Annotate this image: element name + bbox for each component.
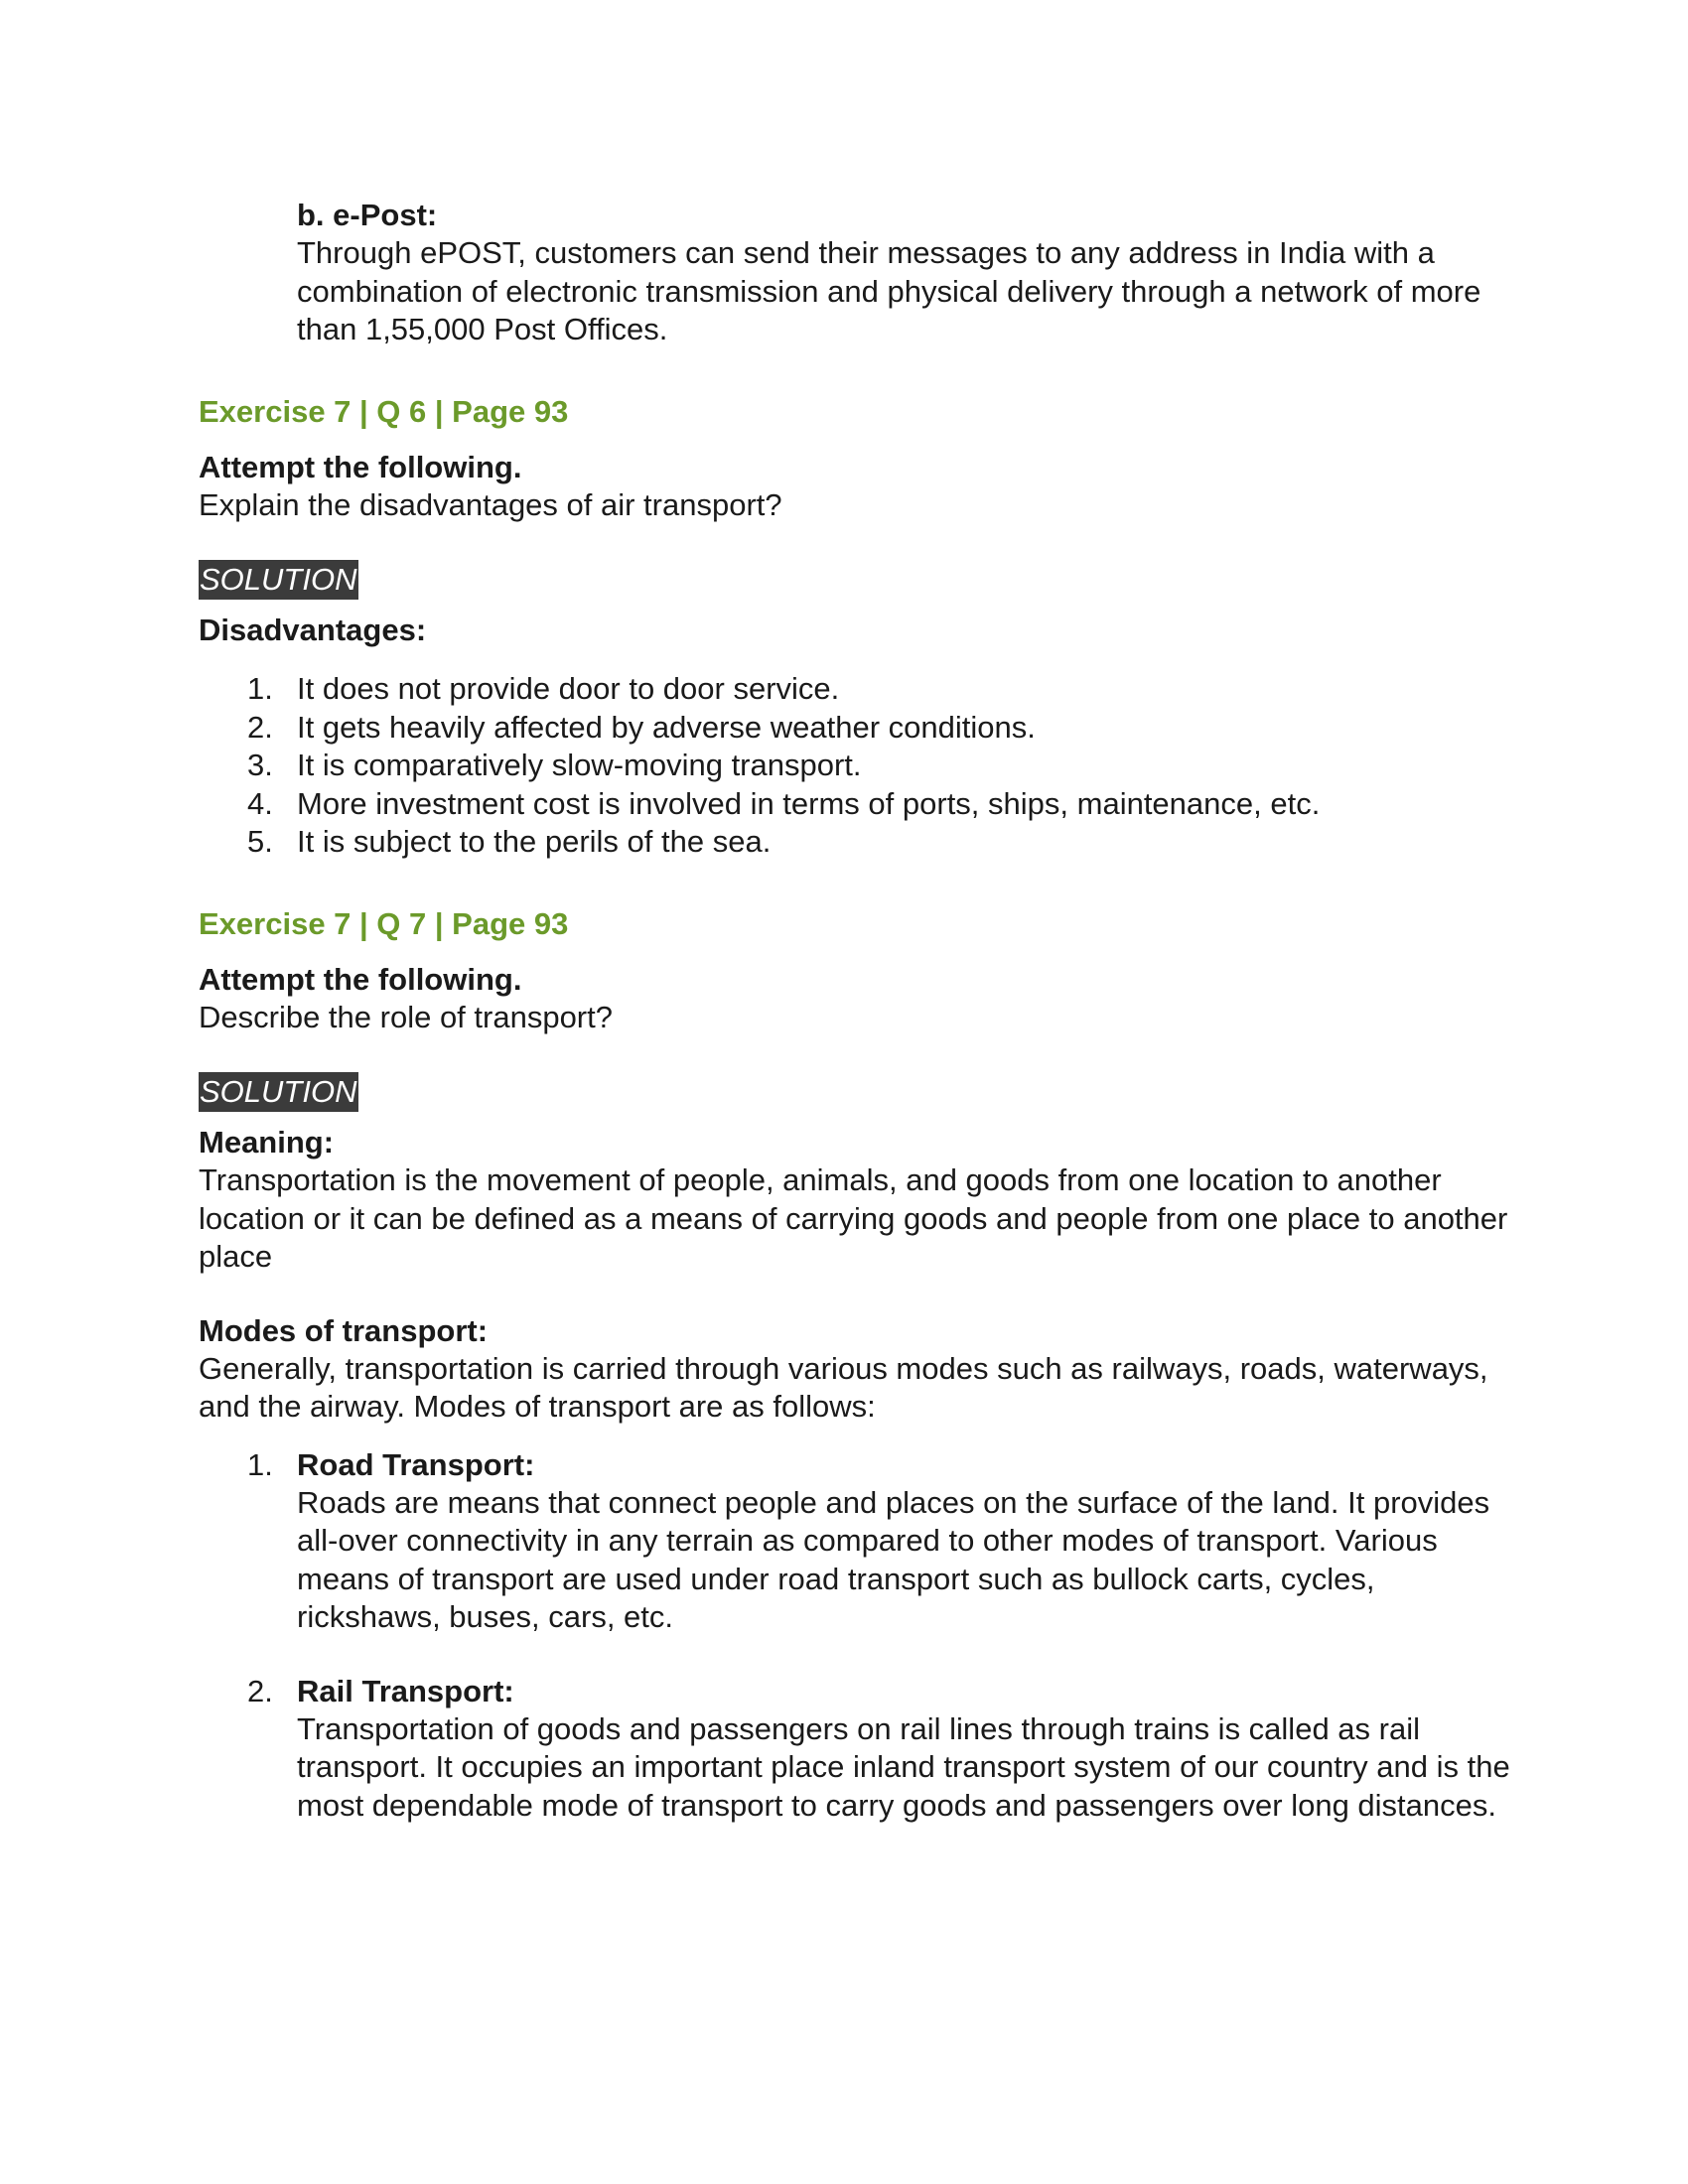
modes-heading: Modes of transport: [199,1312,489,1348]
attempt-heading-q6: Attempt the following. [199,449,522,484]
list-item: 3. It is comparatively slow-moving transport. [247,748,862,782]
exercise-heading-q7: Exercise 7 | Q 7 | Page 93 [199,905,569,941]
meaning-text: Transportation is the movement of people, animals, and goods from one location to another location or it can be defined as a means of carrying goods and people from one place to another place [199,1162,1508,1274]
rail-transport-text: Transportation of goods and passengers on rail lines through trains is called as rail transport. It occupies an important place inland transport system of our country and is the most dependable mode of transport to carry goods and passengers over long distances. [297,1710,1510,1823]
meaning-heading: Meaning: [199,1125,335,1160]
road-transport-title: Road Transport: [297,1446,535,1482]
modes-text: Generally, transportation is carried through various modes such as railways, roads, waterways, and the airway. Modes of transport are as follows: [199,1350,1488,1424]
modes-list [199,1446,1519,1826]
epost-heading: b. e-Post: [297,198,438,232]
disadvantages-heading: Disadvantages: [199,613,427,647]
question-q6: Explain the disadvantages of air transport? [199,486,782,522]
list-item: 1. Road Transport: Roads are means that connect people and places on the surface of the land. It provides all-over connectivity in any terrain as compared to other modes of transport. Various means of transport are used under road transport such as bullock carts, cycles, rickshaws, buses, cars, etc. [199,1446,1519,1637]
list-item: 2. Rail Transport: Transportation of goods and passengers on rail lines through trains is called as rail transport. It occupies an important place inland transport system of our country and is the most dependable mode of transport to carry goods and passengers over long distances. [199,1673,1519,1826]
document-page [199,197,1519,1825]
question-q7: Describe the role of transport? [199,999,613,1034]
solution-label-q6: SOLUTION [199,560,358,600]
exercise-heading-q6: Exercise 7 | Q 6 | Page 93 [199,393,569,429]
list-item: 5. It is subject to the perils of the sea. [247,824,772,859]
road-transport-text: Roads are means that connect people and places on the surface of the land. It provides all-over connectivity in any terrain as compared to other modes of transport. Various means of transport are used under road transport such as bullock carts, cycles, rickshaws, buses, cars, etc. [297,1484,1490,1634]
epost-section [297,197,1519,349]
list-item: 1. It does not provide door to door service. [247,671,840,706]
rail-transport-title: Rail Transport: [297,1673,514,1708]
solution-label-q7: SOLUTION [199,1072,358,1112]
disadvantages-list [199,670,1519,862]
list-item: 2. It gets heavily affected by adverse weather conditions. [247,709,1036,745]
epost-text: Through ePOST, customers can send their messages to any address in India with a combination of electronic transmission and physical delivery through a network of more than 1,55,000 Post Offices. [297,235,1481,346]
list-item: 4. More investment cost is involved in terms of ports, ships, maintenance, etc. [247,785,1321,821]
attempt-heading-q7: Attempt the following. [199,961,522,997]
